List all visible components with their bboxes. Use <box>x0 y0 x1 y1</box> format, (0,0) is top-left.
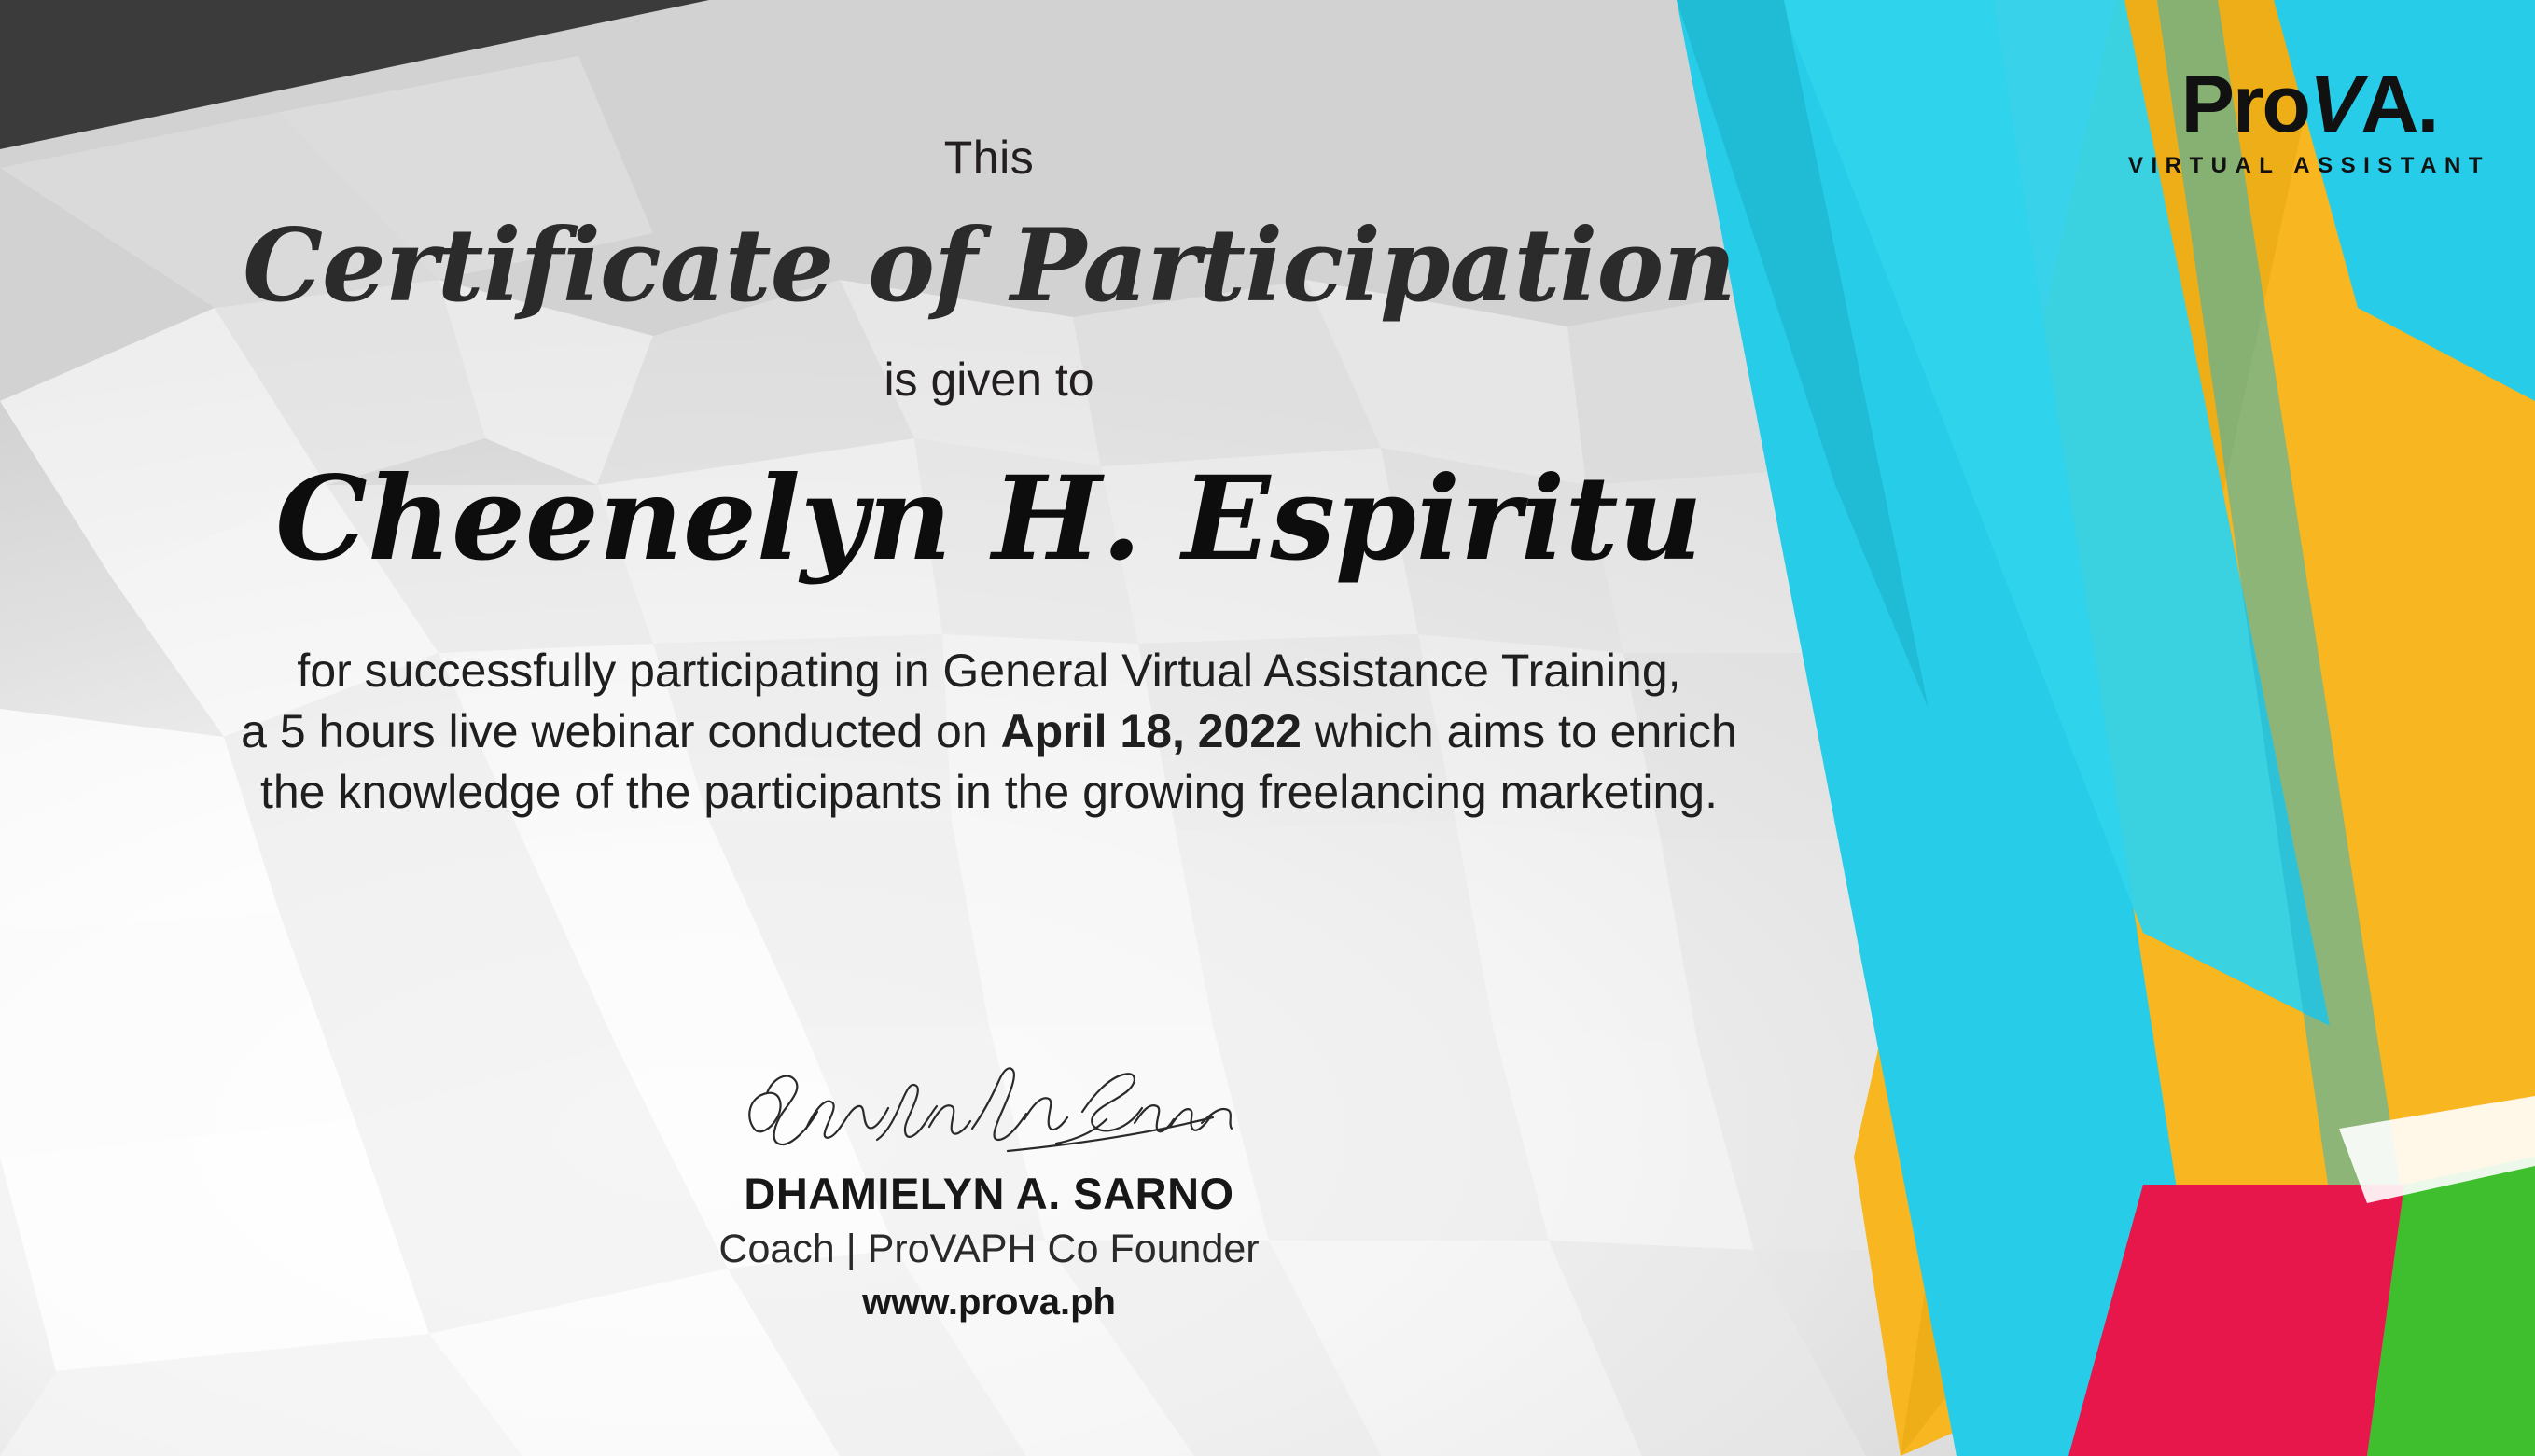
description-line-2-post: which aims to enrich <box>1301 705 1737 757</box>
signature-block <box>0 1054 1978 1324</box>
recipient-name: Cheenelyn H. Espiritu <box>275 451 1703 587</box>
description-line-3: the knowledge of the participants in the growing freelancing marketing. <box>259 766 1719 818</box>
logo-pro: Pro <box>2180 60 2309 149</box>
logo-v: V <box>2299 60 2371 149</box>
intro-text: This <box>943 132 1035 184</box>
prova-logo <box>2127 60 2490 179</box>
description-line-1: for successfully participating in General Virtual Assistance Training, <box>297 645 1681 697</box>
signatory-name: DHAMIELYN A. SARNO <box>744 1169 1234 1218</box>
logo-a: A <box>2361 60 2417 149</box>
signature-mark-icon <box>728 1054 1250 1166</box>
logo-tagline: VIRTUAL ASSISTANT <box>2127 152 2490 178</box>
description-line-2-pre: a 5 hours live webinar conducted on <box>241 705 1001 757</box>
logo-dot: . <box>2417 60 2438 149</box>
certificate-title: Certificate of Participation <box>243 207 1735 325</box>
event-date: April 18, 2022 <box>1000 705 1302 757</box>
website-url: www.prova.ph <box>862 1282 1116 1323</box>
logo-wordmark <box>2180 60 2438 149</box>
signatory-role: Coach | ProVAPH Co Founder <box>718 1227 1260 1271</box>
description-line-2 <box>0 701 1978 762</box>
certificate-description <box>0 641 1978 823</box>
given-to-label: is given to <box>884 354 1094 406</box>
